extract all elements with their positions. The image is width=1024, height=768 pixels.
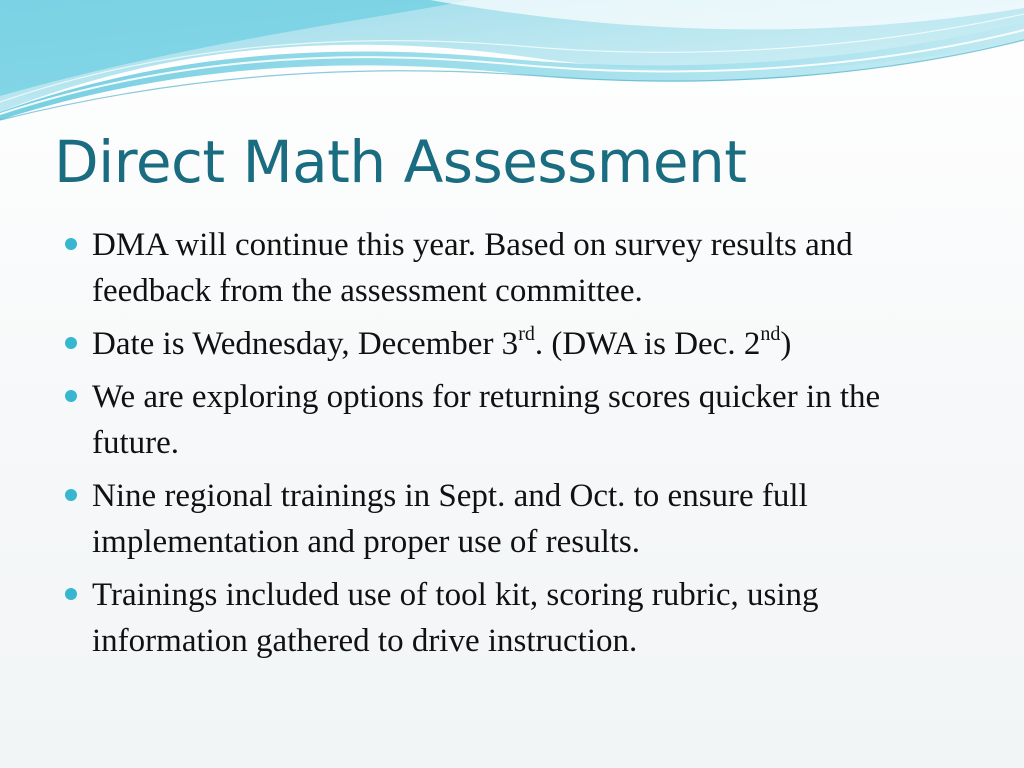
wave-header-decoration [0,0,1024,130]
ordinal-superscript: nd [760,323,781,345]
bullet-dot-icon [65,337,77,349]
date-text: Date is Wednesday, December 3 [92,326,519,362]
bullet-item [64,572,974,664]
bullet-text [92,323,792,362]
bullet-item [64,473,974,565]
bullet-dot-icon [65,238,77,250]
ordinal-superscript: rd [518,323,535,345]
bullet-list [64,222,974,671]
bullet-dot-icon [65,489,77,501]
dwa-text: . (DWA is Dec. 2 [534,326,761,362]
slide-title: Direct Math Assessment [54,128,747,196]
bullet-item [64,222,974,314]
bullet-text: We are exploring options for returning scores quicker in the future. [92,379,881,461]
closing-paren: ) [780,326,792,362]
bullet-item [64,374,974,466]
bullet-item [64,321,974,367]
bullet-dot-icon [65,588,77,600]
bullet-dot-icon [65,390,77,402]
bullet-text: DMA will continue this year. Based on survey results and feedback from the assessment committee. [92,227,853,309]
bullet-text: Nine regional trainings in Sept. and Oct. to ensure full implementation and proper use of results. [92,478,808,560]
bullet-text: Trainings included use of tool kit, scoring rubric, using information gathered to drive instruction. [92,577,819,659]
